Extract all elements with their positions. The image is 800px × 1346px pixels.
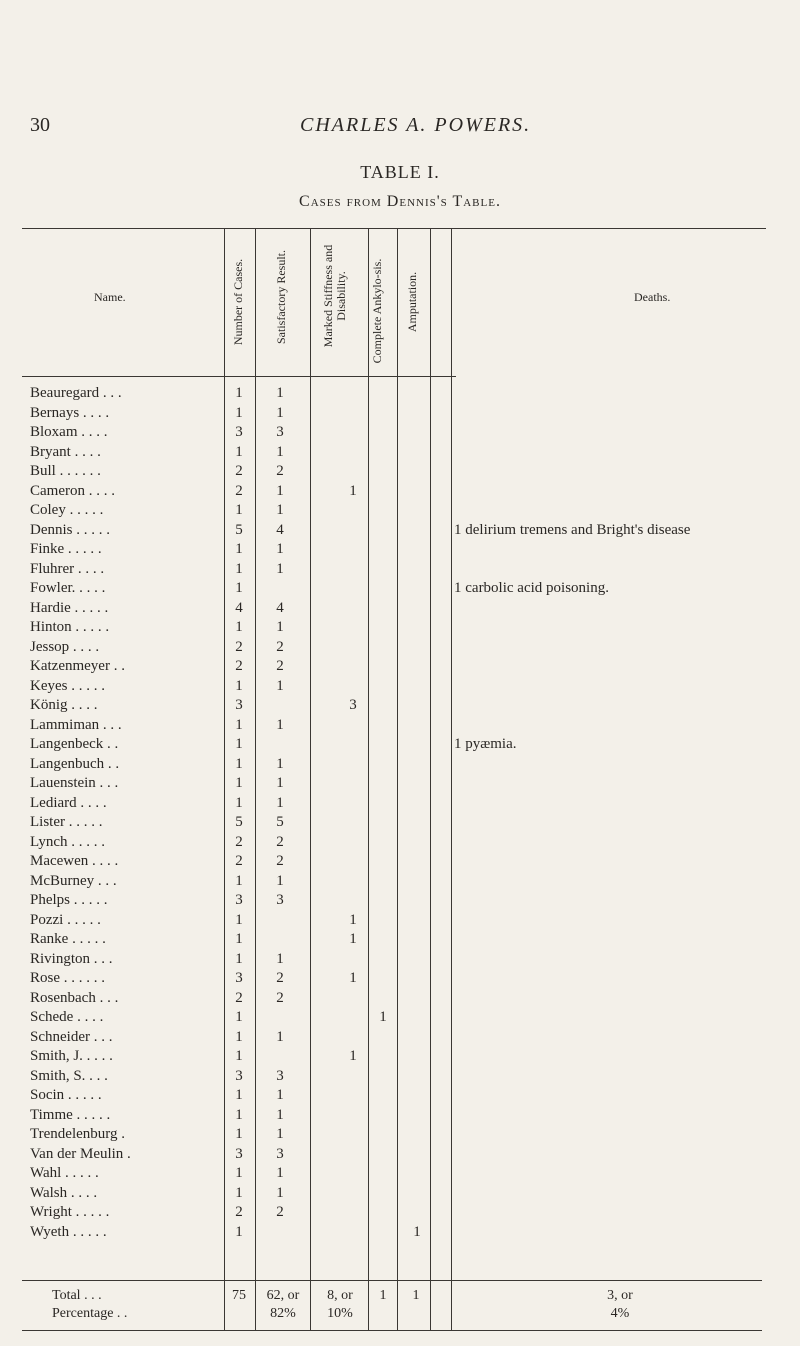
row-name: Keyes . . . . . (30, 678, 105, 694)
row-number: 1 (235, 1224, 243, 1240)
row-number: 5 (235, 814, 243, 830)
row-number: 1 (235, 1165, 243, 1181)
row-name: Jessop . . . . (30, 639, 100, 655)
table-row (0, 560, 800, 578)
table-row (0, 1067, 800, 1085)
table-row (0, 1086, 800, 1104)
row-satisfactory: 1 (276, 1185, 284, 1201)
row-name: Smith, S. . . . (30, 1068, 108, 1084)
total-satisfactory: 62, or (266, 1288, 300, 1303)
total-ankylosis: 1 (379, 1288, 387, 1303)
table-row (0, 735, 800, 753)
row-number: 1 (235, 1185, 243, 1201)
row-number: 3 (235, 424, 243, 440)
row-name: McBurney . . . (30, 873, 117, 889)
row-number: 2 (235, 1204, 243, 1220)
table-row (0, 599, 800, 617)
row-satisfactory: 1 (276, 678, 284, 694)
row-satisfactory: 1 (276, 541, 284, 557)
row-number: 3 (235, 1068, 243, 1084)
row-number: 1 (235, 385, 243, 401)
row-satisfactory: 2 (276, 463, 284, 479)
row-name: Socin . . . . . (30, 1087, 102, 1103)
table-row (0, 969, 800, 987)
table-row (0, 833, 800, 851)
table-row (0, 384, 800, 402)
row-satisfactory: 4 (276, 600, 284, 616)
table-row (0, 1125, 800, 1143)
table-row (0, 872, 800, 890)
row-marked: 1 (349, 912, 357, 928)
table-row (0, 989, 800, 1007)
row-marked: 1 (349, 970, 357, 986)
row-number: 1 (235, 951, 243, 967)
row-marked: 1 (349, 1048, 357, 1064)
table-row (0, 638, 800, 656)
row-satisfactory: 1 (276, 1126, 284, 1142)
row-name: Coley . . . . . (30, 502, 104, 518)
row-number: 2 (235, 639, 243, 655)
row-name: Wright . . . . . (30, 1204, 110, 1220)
row-satisfactory: 1 (276, 951, 284, 967)
row-name: Macewen . . . . (30, 853, 119, 869)
table-row (0, 696, 800, 714)
table-row (0, 852, 800, 870)
row-marked: 1 (349, 931, 357, 947)
row-number: 1 (235, 1029, 243, 1045)
row-number: 2 (235, 658, 243, 674)
table-row (0, 774, 800, 792)
table-row (0, 794, 800, 812)
header-bottom-rule (22, 376, 456, 377)
row-satisfactory: 2 (276, 853, 284, 869)
pct-deaths: 4% (610, 1306, 630, 1321)
row-name: Lynch . . . . . (30, 834, 105, 850)
row-marked: 3 (349, 697, 357, 713)
row-deaths: 1 pyæmia. (454, 736, 517, 752)
row-number: 1 (235, 502, 243, 518)
row-name: Cameron . . . . (30, 483, 115, 499)
row-number: 1 (235, 736, 243, 752)
row-satisfactory: 1 (276, 775, 284, 791)
table-row (0, 677, 800, 695)
total-deaths: 3, or (607, 1288, 633, 1303)
row-marked: 1 (349, 483, 357, 499)
row-name: Trendelenburg . (30, 1126, 125, 1142)
row-number: 1 (235, 756, 243, 772)
row-number: 1 (235, 1126, 243, 1142)
row-satisfactory: 2 (276, 658, 284, 674)
table-row (0, 1028, 800, 1046)
table-bottom-rule (22, 1330, 762, 1331)
table-row (0, 540, 800, 558)
row-name: Fluhrer . . . . (30, 561, 105, 577)
row-satisfactory: 1 (276, 444, 284, 460)
row-number: 2 (235, 463, 243, 479)
row-name: Langenbuch . . (30, 756, 120, 772)
row-number: 1 (235, 619, 243, 635)
row-satisfactory: 1 (276, 1165, 284, 1181)
row-number: 1 (235, 795, 243, 811)
row-name: Lediard . . . . (30, 795, 107, 811)
table-row (0, 1223, 800, 1241)
table-row (0, 618, 800, 636)
row-name: Bryant . . . . (30, 444, 101, 460)
row-number: 3 (235, 697, 243, 713)
row-satisfactory: 1 (276, 502, 284, 518)
row-name: Rivington . . . (30, 951, 113, 967)
row-name: Finke . . . . . (30, 541, 102, 557)
row-name: Rose . . . . . . (30, 970, 105, 986)
row-deaths: 1 delirium tremens and Bright's disease (454, 522, 691, 538)
row-satisfactory: 2 (276, 1204, 284, 1220)
row-satisfactory: 5 (276, 814, 284, 830)
row-number: 2 (235, 483, 243, 499)
row-name: Schede . . . . (30, 1009, 104, 1025)
row-name: Lister . . . . . (30, 814, 103, 830)
row-name: König . . . . (30, 697, 98, 713)
table-row (0, 1008, 800, 1026)
row-satisfactory: 3 (276, 1068, 284, 1084)
row-satisfactory: 1 (276, 756, 284, 772)
row-name: Pozzi . . . . . (30, 912, 101, 928)
row-name: Timme . . . . . (30, 1107, 111, 1123)
row-number: 3 (235, 970, 243, 986)
row-number: 1 (235, 912, 243, 928)
table-row (0, 950, 800, 968)
row-number: 1 (235, 541, 243, 557)
row-satisfactory: 1 (276, 561, 284, 577)
row-deaths: 1 carbolic acid poisoning. (454, 580, 609, 596)
table-top-rule (22, 228, 766, 229)
row-number: 2 (235, 990, 243, 1006)
table-row (0, 1047, 800, 1065)
row-satisfactory: 3 (276, 892, 284, 908)
table-row (0, 657, 800, 675)
row-number: 1 (235, 1048, 243, 1064)
row-satisfactory: 1 (276, 873, 284, 889)
row-name: Van der Meulin . (30, 1146, 131, 1162)
row-name: Bull . . . . . . (30, 463, 101, 479)
row-name: Langenbeck . . (30, 736, 119, 752)
row-satisfactory: 1 (276, 1029, 284, 1045)
row-name: Beauregard . . . (30, 385, 122, 401)
totals-label: Total . . . (52, 1288, 102, 1303)
row-name: Bernays . . . . (30, 405, 110, 421)
table-row (0, 443, 800, 461)
row-number: 3 (235, 1146, 243, 1162)
row-satisfactory: 3 (276, 1146, 284, 1162)
row-name: Schneider . . . (30, 1029, 113, 1045)
row-name: Smith, J. . . . . (30, 1048, 113, 1064)
header-satisfactory: Satisfactory Result. (274, 250, 288, 344)
table-row (0, 930, 800, 948)
row-number: 1 (235, 444, 243, 460)
table-row (0, 404, 800, 422)
row-satisfactory: 1 (276, 483, 284, 499)
row-number: 1 (235, 561, 243, 577)
row-amputation: 1 (413, 1224, 421, 1240)
page-number: 30 (30, 114, 50, 136)
total-amputation: 1 (412, 1288, 420, 1303)
row-satisfactory: 1 (276, 1087, 284, 1103)
row-satisfactory: 4 (276, 522, 284, 538)
table-row (0, 423, 800, 441)
table-row (0, 813, 800, 831)
row-satisfactory: 1 (276, 385, 284, 401)
row-satisfactory: 3 (276, 424, 284, 440)
pct-satisfactory: 82% (270, 1306, 296, 1321)
table-row (0, 1203, 800, 1221)
row-name: Dennis . . . . . (30, 522, 110, 538)
row-satisfactory: 2 (276, 639, 284, 655)
row-name: Bloxam . . . . (30, 424, 108, 440)
row-name: Lammiman . . . (30, 717, 122, 733)
row-number: 3 (235, 892, 243, 908)
percentage-label: Percentage . . (52, 1306, 128, 1321)
header-deaths: Deaths. (634, 290, 671, 304)
row-name: Fowler. . . . . (30, 580, 106, 596)
table-row (0, 1106, 800, 1124)
row-number: 5 (235, 522, 243, 538)
row-satisfactory: 2 (276, 970, 284, 986)
table-title: TABLE I. (360, 162, 440, 182)
pct-marked: 10% (327, 1306, 353, 1321)
header-marked: Marked Stiffness and Disability. (321, 244, 348, 348)
row-ankylosis: 1 (379, 1009, 387, 1025)
header-amputation: Amputation. (405, 271, 419, 333)
table-row (0, 911, 800, 929)
row-satisfactory: 2 (276, 834, 284, 850)
row-number: 2 (235, 834, 243, 850)
table-row (0, 579, 800, 597)
row-name: Hinton . . . . . (30, 619, 110, 635)
row-name: Phelps . . . . . (30, 892, 108, 908)
row-number: 1 (235, 873, 243, 889)
row-name: Hardie . . . . . (30, 600, 109, 616)
row-name: Rosenbach . . . (30, 990, 119, 1006)
row-number: 1 (235, 580, 243, 596)
row-number: 1 (235, 405, 243, 421)
row-satisfactory: 1 (276, 619, 284, 635)
table-row (0, 501, 800, 519)
row-name: Walsh . . . . (30, 1185, 98, 1201)
total-number: 75 (232, 1288, 246, 1303)
total-marked: 8, or (327, 1288, 353, 1303)
row-number: 1 (235, 1107, 243, 1123)
row-number: 1 (235, 717, 243, 733)
table-row (0, 755, 800, 773)
row-name: Wahl . . . . . (30, 1165, 99, 1181)
row-name: Wyeth . . . . . (30, 1224, 107, 1240)
row-satisfactory: 1 (276, 405, 284, 421)
running-head: CHARLES A. POWERS. (300, 114, 532, 136)
row-name: Ranke . . . . . (30, 931, 106, 947)
header-ankylosis: Complete Ankylo-sis. (370, 258, 384, 364)
row-satisfactory: 1 (276, 717, 284, 733)
table-row (0, 482, 800, 500)
row-number: 1 (235, 775, 243, 791)
row-number: 2 (235, 853, 243, 869)
row-number: 4 (235, 600, 243, 616)
row-name: Katzenmeyer . . (30, 658, 125, 674)
table-row (0, 521, 800, 539)
table-subtitle: Cases from Dennis's Table. (299, 193, 501, 210)
row-satisfactory: 1 (276, 1107, 284, 1123)
row-number: 1 (235, 678, 243, 694)
row-number: 1 (235, 931, 243, 947)
row-satisfactory: 1 (276, 795, 284, 811)
header-number: Number of Cases. (231, 258, 245, 346)
row-satisfactory: 2 (276, 990, 284, 1006)
row-number: 1 (235, 1009, 243, 1025)
row-number: 1 (235, 1087, 243, 1103)
row-name: Lauenstein . . . (30, 775, 119, 791)
header-name: Name. (94, 290, 126, 304)
table-row (0, 462, 800, 480)
table-row (0, 891, 800, 909)
table-row (0, 1145, 800, 1163)
table-row (0, 1184, 800, 1202)
totals-top-rule (22, 1280, 762, 1281)
table-row (0, 716, 800, 734)
table-row (0, 1164, 800, 1182)
